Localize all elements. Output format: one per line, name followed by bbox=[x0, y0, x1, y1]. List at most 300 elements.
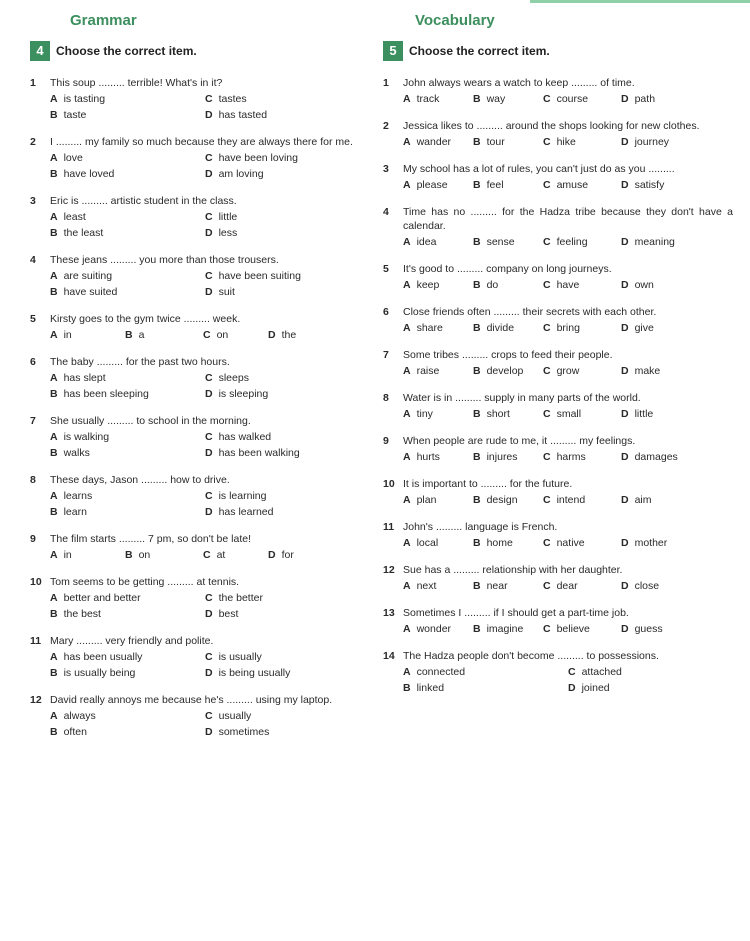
question-item bbox=[30, 634, 360, 680]
vocabulary-instruction bbox=[383, 40, 733, 62]
answer-option[interactable] bbox=[621, 235, 711, 249]
answer-option[interactable] bbox=[473, 278, 543, 292]
option-letter: D bbox=[268, 549, 276, 561]
question-number: 10 bbox=[30, 576, 42, 588]
option-text: have loved bbox=[63, 168, 115, 180]
question-text: David really annoys me because he's ......... using my laptop. bbox=[50, 694, 333, 706]
answer-option[interactable] bbox=[50, 489, 205, 503]
question-number: 1 bbox=[383, 77, 389, 89]
option-text: wonder bbox=[416, 623, 452, 635]
answer-options bbox=[383, 278, 733, 292]
answer-option[interactable] bbox=[543, 364, 621, 378]
answer-option[interactable] bbox=[50, 92, 205, 106]
option-letter: C bbox=[543, 365, 551, 377]
answer-option[interactable] bbox=[621, 92, 711, 106]
question-item bbox=[30, 312, 360, 342]
answer-option[interactable] bbox=[205, 505, 365, 519]
option-letter: C bbox=[543, 136, 551, 148]
answer-option[interactable] bbox=[473, 493, 543, 507]
option-letter: D bbox=[205, 168, 213, 180]
option-text: bring bbox=[556, 322, 580, 334]
option-text: is learning bbox=[218, 490, 267, 502]
question-stem bbox=[30, 312, 360, 326]
answer-option[interactable] bbox=[205, 269, 365, 283]
question-number: 5 bbox=[383, 263, 389, 275]
option-text: the least bbox=[63, 227, 104, 239]
answer-option[interactable] bbox=[205, 607, 365, 621]
answer-option[interactable] bbox=[205, 108, 365, 122]
option-text: track bbox=[416, 93, 440, 105]
answer-option[interactable] bbox=[50, 430, 205, 444]
answer-option[interactable] bbox=[50, 548, 125, 562]
question-text: Tom seems to be getting ......... at tennis. bbox=[50, 576, 240, 588]
option-letter: B bbox=[50, 109, 58, 121]
option-letter: B bbox=[50, 608, 58, 620]
answer-option[interactable] bbox=[543, 450, 621, 464]
option-letter: A bbox=[50, 270, 58, 282]
option-letter: C bbox=[543, 408, 551, 420]
option-letter: B bbox=[50, 286, 58, 298]
option-text: a bbox=[138, 329, 145, 341]
instruction-text: Choose the correct item. bbox=[409, 44, 550, 58]
grammar-title: Grammar bbox=[70, 12, 137, 29]
option-letter: A bbox=[50, 549, 58, 561]
question-item bbox=[30, 253, 360, 299]
answer-option[interactable] bbox=[473, 579, 543, 593]
question-stem bbox=[30, 575, 360, 589]
question-item bbox=[383, 162, 733, 192]
answer-option[interactable] bbox=[403, 364, 473, 378]
question-stem bbox=[383, 520, 733, 534]
option-text: harms bbox=[556, 451, 586, 463]
answer-option[interactable] bbox=[543, 493, 621, 507]
question-stem bbox=[30, 693, 360, 707]
option-text: injures bbox=[486, 451, 518, 463]
answer-option[interactable] bbox=[621, 178, 711, 192]
answer-option[interactable] bbox=[50, 725, 205, 739]
vocabulary-section bbox=[383, 10, 733, 708]
option-letter: C bbox=[205, 93, 213, 105]
answer-options bbox=[383, 622, 733, 636]
option-letter: A bbox=[403, 666, 411, 678]
answer-options bbox=[383, 493, 733, 507]
question-text: I ......... my family so much because they are always there for me. bbox=[50, 136, 353, 148]
option-letter: D bbox=[621, 236, 629, 248]
answer-option[interactable] bbox=[50, 151, 205, 165]
answer-option[interactable] bbox=[403, 321, 473, 335]
answer-option[interactable] bbox=[268, 328, 348, 342]
answer-option[interactable] bbox=[203, 548, 268, 562]
answer-option[interactable] bbox=[568, 665, 733, 679]
answer-option[interactable] bbox=[50, 285, 205, 299]
option-letter: A bbox=[403, 451, 411, 463]
answer-option[interactable] bbox=[621, 364, 711, 378]
question-text: Sue has a ......... relationship with her daughter. bbox=[403, 564, 623, 576]
answer-options bbox=[383, 321, 733, 335]
answer-option[interactable] bbox=[543, 278, 621, 292]
option-letter: B bbox=[50, 388, 58, 400]
question-number: 5 bbox=[30, 313, 36, 325]
answer-option[interactable] bbox=[205, 446, 365, 460]
answer-option[interactable] bbox=[50, 505, 205, 519]
grammar-question-list bbox=[30, 76, 360, 739]
vocabulary-title: Vocabulary bbox=[415, 12, 495, 29]
option-text: mother bbox=[634, 537, 668, 549]
option-text: close bbox=[634, 580, 660, 592]
answer-option[interactable] bbox=[50, 226, 205, 240]
option-text: short bbox=[486, 408, 510, 420]
answer-option[interactable] bbox=[543, 178, 621, 192]
answer-option[interactable] bbox=[203, 328, 268, 342]
answer-option[interactable] bbox=[403, 665, 568, 679]
answer-option[interactable] bbox=[543, 235, 621, 249]
option-letter: D bbox=[205, 726, 213, 738]
question-number: 11 bbox=[30, 635, 42, 647]
answer-options bbox=[383, 579, 733, 593]
question-text: Time has no ......... for the Hadza tribe because they don't have a calendar. bbox=[403, 206, 733, 232]
option-text: for bbox=[281, 549, 294, 561]
answer-options bbox=[383, 92, 733, 106]
option-letter: C bbox=[543, 580, 551, 592]
answer-option[interactable] bbox=[473, 407, 543, 421]
answer-option[interactable] bbox=[473, 321, 543, 335]
option-text: please bbox=[416, 179, 448, 191]
option-letter: B bbox=[473, 494, 481, 506]
answer-option[interactable] bbox=[403, 536, 473, 550]
answer-option[interactable] bbox=[621, 536, 711, 550]
question-number: 10 bbox=[383, 478, 395, 490]
answer-option[interactable] bbox=[50, 328, 125, 342]
option-letter: A bbox=[50, 152, 58, 164]
answer-option[interactable] bbox=[543, 536, 621, 550]
question-text: The Hadza people don't become ......... to possessions. bbox=[403, 650, 659, 662]
answer-option[interactable] bbox=[621, 278, 711, 292]
option-letter: B bbox=[473, 93, 481, 105]
question-number: 2 bbox=[383, 120, 389, 132]
option-text: do bbox=[486, 279, 499, 291]
question-text: Sometimes I ......... if I should get a part-time job. bbox=[403, 607, 629, 619]
option-letter: C bbox=[543, 279, 551, 291]
option-letter: B bbox=[403, 682, 411, 694]
answer-option[interactable] bbox=[50, 650, 205, 664]
question-text: Some tribes ......... crops to feed their people. bbox=[403, 349, 613, 361]
option-letter: B bbox=[50, 506, 58, 518]
question-text: She usually ......... to school in the morning. bbox=[50, 415, 251, 427]
answer-option[interactable] bbox=[125, 548, 203, 562]
answer-option[interactable] bbox=[205, 650, 365, 664]
option-text: have bbox=[556, 279, 580, 291]
option-letter: C bbox=[203, 329, 211, 341]
answer-option[interactable] bbox=[205, 226, 365, 240]
question-text: These jeans ......... you more than those trousers. bbox=[50, 254, 279, 266]
answer-option[interactable] bbox=[621, 407, 711, 421]
answer-option[interactable] bbox=[403, 235, 473, 249]
option-text: is walking bbox=[63, 431, 110, 443]
answer-options bbox=[30, 709, 360, 739]
option-text: sense bbox=[486, 236, 515, 248]
answer-options bbox=[30, 650, 360, 680]
option-text: linked bbox=[416, 682, 445, 694]
question-text: Close friends often ......... their secrets with each other. bbox=[403, 306, 657, 318]
answer-option[interactable] bbox=[473, 622, 543, 636]
answer-option[interactable] bbox=[50, 591, 205, 605]
option-text: is usually bbox=[218, 651, 262, 663]
answer-option[interactable] bbox=[473, 450, 543, 464]
answer-option[interactable] bbox=[473, 178, 543, 192]
option-text: develop bbox=[486, 365, 524, 377]
option-letter: B bbox=[473, 322, 481, 334]
option-text: have suited bbox=[63, 286, 118, 298]
option-letter: B bbox=[473, 179, 481, 191]
question-number: 2 bbox=[30, 136, 36, 148]
question-number: 6 bbox=[30, 356, 36, 368]
answer-option[interactable] bbox=[543, 321, 621, 335]
option-letter: B bbox=[473, 408, 481, 420]
option-letter: D bbox=[205, 388, 213, 400]
answer-options bbox=[30, 548, 360, 562]
answer-options bbox=[383, 135, 733, 149]
question-text: Water is in ......... supply in many parts of the world. bbox=[403, 392, 641, 404]
option-text: best bbox=[218, 608, 239, 620]
answer-option[interactable] bbox=[50, 269, 205, 283]
answer-option[interactable] bbox=[50, 607, 205, 621]
answer-options bbox=[383, 407, 733, 421]
answer-option[interactable] bbox=[403, 579, 473, 593]
option-text: has been usually bbox=[63, 651, 143, 663]
answer-option[interactable] bbox=[473, 135, 543, 149]
option-letter: B bbox=[50, 447, 58, 459]
option-text: less bbox=[218, 227, 238, 239]
question-text: Jessica likes to ......... around the shops looking for new clothes. bbox=[403, 120, 700, 132]
question-text: It is important to ......... for the future. bbox=[403, 478, 573, 490]
answer-options bbox=[30, 92, 360, 122]
option-letter: B bbox=[50, 168, 58, 180]
option-text: better and better bbox=[63, 592, 141, 604]
option-text: has slept bbox=[63, 372, 106, 384]
option-letter: A bbox=[50, 329, 58, 341]
option-text: believe bbox=[556, 623, 590, 635]
question-number: 3 bbox=[30, 195, 36, 207]
question-stem bbox=[30, 634, 360, 648]
answer-option[interactable] bbox=[268, 548, 348, 562]
option-text: sometimes bbox=[218, 726, 270, 738]
option-letter: D bbox=[621, 537, 629, 549]
option-text: own bbox=[634, 279, 654, 291]
answer-option[interactable] bbox=[403, 92, 473, 106]
answer-options bbox=[383, 235, 733, 249]
option-text: has been walking bbox=[218, 447, 300, 459]
answer-option[interactable] bbox=[205, 151, 365, 165]
option-text: amuse bbox=[556, 179, 589, 191]
answer-option[interactable] bbox=[205, 489, 365, 503]
question-stem bbox=[383, 205, 733, 233]
answer-options bbox=[383, 536, 733, 550]
answer-option[interactable] bbox=[403, 135, 473, 149]
option-letter: D bbox=[268, 329, 276, 341]
answer-option[interactable] bbox=[473, 364, 543, 378]
option-text: am loving bbox=[218, 168, 264, 180]
answer-option[interactable] bbox=[543, 622, 621, 636]
answer-option[interactable] bbox=[403, 622, 473, 636]
answer-option[interactable] bbox=[205, 167, 365, 181]
option-text: tastes bbox=[218, 93, 247, 105]
answer-option[interactable] bbox=[621, 135, 711, 149]
question-item bbox=[383, 205, 733, 249]
answer-option[interactable] bbox=[621, 493, 711, 507]
question-item bbox=[383, 606, 733, 636]
question-stem bbox=[383, 305, 733, 319]
question-stem bbox=[383, 434, 733, 448]
exercise-number-badge: 4 bbox=[30, 41, 50, 61]
answer-option[interactable] bbox=[473, 536, 543, 550]
question-item bbox=[383, 563, 733, 593]
question-item bbox=[383, 305, 733, 335]
question-stem bbox=[30, 194, 360, 208]
answer-option[interactable] bbox=[50, 210, 205, 224]
answer-option[interactable] bbox=[205, 666, 365, 680]
option-letter: A bbox=[403, 179, 411, 191]
option-text: tiny bbox=[416, 408, 433, 420]
option-text: in bbox=[63, 549, 72, 561]
question-stem bbox=[30, 414, 360, 428]
answer-option[interactable] bbox=[205, 591, 365, 605]
option-text: feel bbox=[486, 179, 504, 191]
answer-options bbox=[30, 489, 360, 519]
option-text: has been sleeping bbox=[63, 388, 149, 400]
answer-option[interactable] bbox=[621, 579, 711, 593]
answer-option[interactable] bbox=[50, 371, 205, 385]
option-letter: B bbox=[473, 236, 481, 248]
question-item bbox=[383, 391, 733, 421]
question-number: 6 bbox=[383, 306, 389, 318]
question-stem bbox=[383, 563, 733, 577]
answer-option[interactable] bbox=[403, 450, 473, 464]
answer-option[interactable] bbox=[50, 387, 205, 401]
option-text: next bbox=[416, 580, 437, 592]
option-letter: D bbox=[568, 682, 576, 694]
answer-option[interactable] bbox=[205, 709, 365, 723]
answer-option[interactable] bbox=[543, 135, 621, 149]
option-letter: B bbox=[125, 329, 133, 341]
question-number: 7 bbox=[383, 349, 389, 361]
option-text: near bbox=[486, 580, 508, 592]
answer-option[interactable] bbox=[621, 622, 711, 636]
option-text: idea bbox=[416, 236, 437, 248]
answer-option[interactable] bbox=[205, 210, 365, 224]
answer-option[interactable] bbox=[205, 725, 365, 739]
answer-option[interactable] bbox=[205, 285, 365, 299]
answer-option[interactable] bbox=[543, 92, 621, 106]
answer-option[interactable] bbox=[403, 407, 473, 421]
question-item bbox=[383, 119, 733, 149]
question-stem bbox=[383, 119, 733, 133]
question-stem bbox=[383, 606, 733, 620]
question-item bbox=[383, 434, 733, 464]
option-letter: C bbox=[543, 179, 551, 191]
answer-option[interactable] bbox=[543, 407, 621, 421]
answer-option[interactable] bbox=[205, 92, 365, 106]
option-text: at bbox=[216, 549, 226, 561]
answer-option[interactable] bbox=[403, 493, 473, 507]
option-text: suit bbox=[218, 286, 235, 298]
option-text: intend bbox=[556, 494, 586, 506]
question-number: 4 bbox=[383, 206, 389, 218]
option-letter: C bbox=[205, 490, 213, 502]
question-stem bbox=[383, 162, 733, 176]
option-text: home bbox=[486, 537, 513, 549]
option-text: local bbox=[416, 537, 439, 549]
option-text: is tasting bbox=[63, 93, 106, 105]
option-letter: C bbox=[205, 372, 213, 384]
option-text: sleeps bbox=[218, 372, 249, 384]
option-text: have been loving bbox=[218, 152, 298, 164]
answer-options bbox=[383, 450, 733, 464]
option-text: the better bbox=[218, 592, 263, 604]
answer-option[interactable] bbox=[205, 430, 365, 444]
question-text: This soup ......... terrible! What's in it? bbox=[50, 77, 223, 89]
question-item bbox=[30, 532, 360, 562]
option-text: often bbox=[63, 726, 87, 738]
answer-option[interactable] bbox=[50, 108, 205, 122]
option-letter: A bbox=[403, 537, 411, 549]
answer-option[interactable] bbox=[205, 387, 365, 401]
option-text: has learned bbox=[218, 506, 274, 518]
option-text: attached bbox=[581, 666, 622, 678]
answer-option[interactable] bbox=[473, 92, 543, 106]
option-text: damages bbox=[634, 451, 678, 463]
question-item bbox=[30, 76, 360, 122]
option-text: on bbox=[138, 549, 151, 561]
option-letter: D bbox=[205, 109, 213, 121]
question-text: Eric is ......... artistic student in the class. bbox=[50, 195, 237, 207]
answer-option[interactable] bbox=[125, 328, 203, 342]
question-stem bbox=[30, 532, 360, 546]
answer-option[interactable] bbox=[621, 321, 711, 335]
option-letter: A bbox=[403, 236, 411, 248]
option-text: are suiting bbox=[63, 270, 113, 282]
answer-option[interactable] bbox=[621, 450, 711, 464]
option-letter: A bbox=[50, 93, 58, 105]
option-letter: D bbox=[621, 93, 629, 105]
answer-option[interactable] bbox=[50, 709, 205, 723]
option-text: has tasted bbox=[218, 109, 268, 121]
option-letter: D bbox=[621, 580, 629, 592]
option-letter: A bbox=[50, 211, 58, 223]
option-letter: A bbox=[403, 494, 411, 506]
option-letter: C bbox=[205, 710, 213, 722]
option-letter: A bbox=[50, 651, 58, 663]
answer-option[interactable] bbox=[403, 178, 473, 192]
answer-option[interactable] bbox=[50, 167, 205, 181]
answer-option[interactable] bbox=[403, 278, 473, 292]
answer-option[interactable] bbox=[403, 681, 568, 695]
answer-option[interactable] bbox=[568, 681, 733, 695]
option-text: is sleeping bbox=[218, 388, 269, 400]
question-number: 7 bbox=[30, 415, 36, 427]
option-text: path bbox=[634, 93, 656, 105]
answer-option[interactable] bbox=[50, 666, 205, 680]
option-text: design bbox=[486, 494, 518, 506]
answer-option[interactable] bbox=[205, 371, 365, 385]
answer-option[interactable] bbox=[50, 446, 205, 460]
option-text: learn bbox=[63, 506, 87, 518]
question-number: 4 bbox=[30, 254, 36, 266]
answer-option[interactable] bbox=[543, 579, 621, 593]
option-letter: C bbox=[205, 270, 213, 282]
question-number: 1 bbox=[30, 77, 36, 89]
answer-option[interactable] bbox=[473, 235, 543, 249]
question-number: 12 bbox=[383, 564, 395, 576]
